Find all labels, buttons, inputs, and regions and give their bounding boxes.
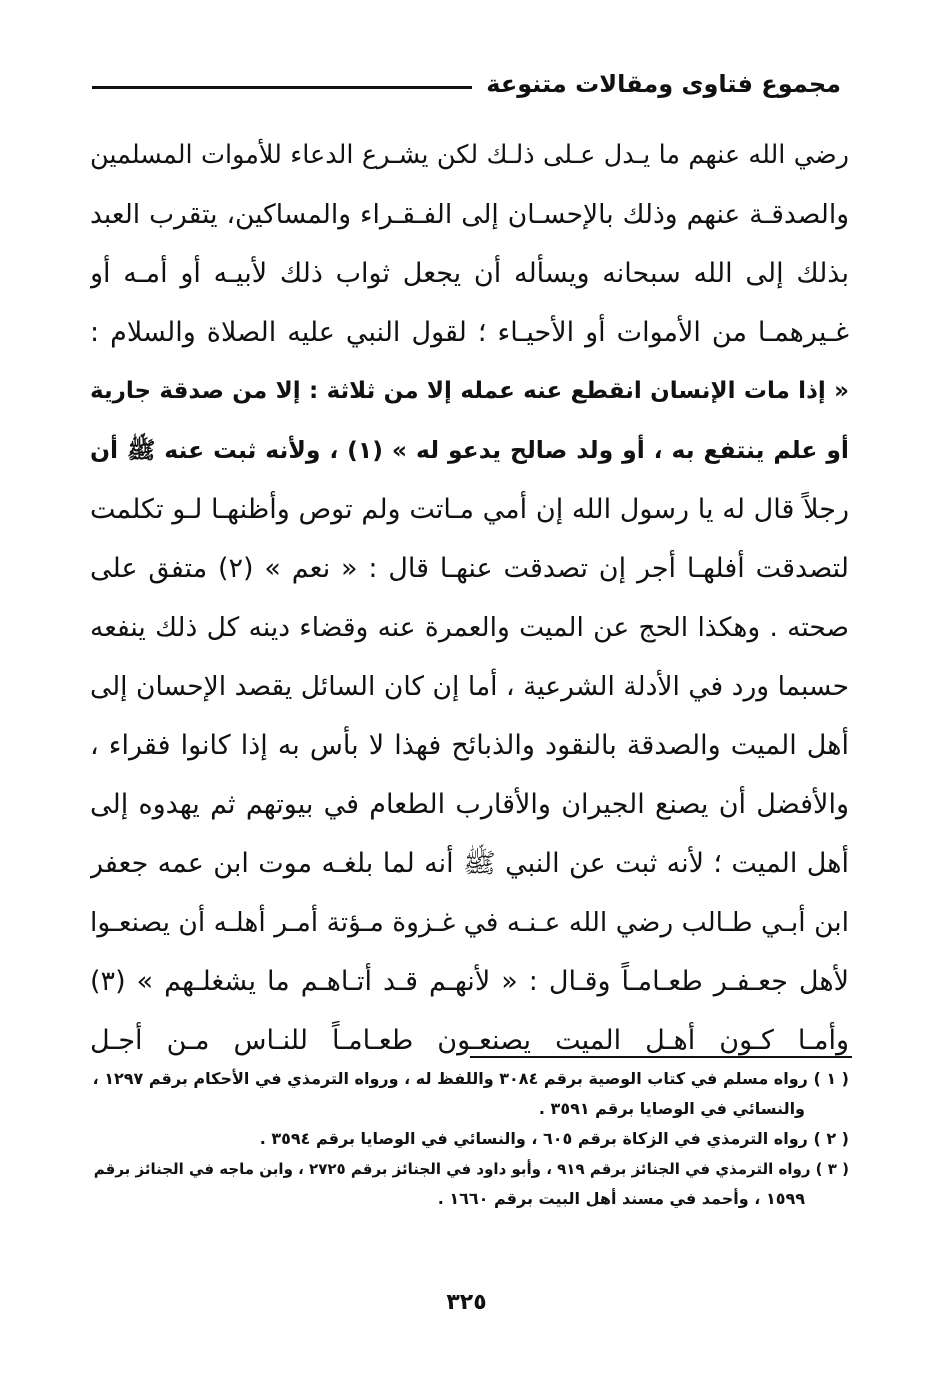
body-line: أهل الميت ؛ لأنه ثبت عن النبي ﷺ أنه لما بلغـه موت ابن عمه جعفر <box>90 848 849 879</box>
footnote-separator <box>470 1056 852 1058</box>
body-line-hadith: لأهل جعـفـر طعـامـاً وقـال : « لأنهـم قـد أتـاهـم ما يشغلـهم » (٣) <box>90 966 849 997</box>
page-number: ٣٢٥ <box>446 1290 487 1315</box>
footnote-1-continued: والنسائي في الوصايا برقم ٣٥٩١ . <box>538 1099 805 1118</box>
footnote-1: ( ١ ) رواه مسلم في كتاب الوصية برقم ٣٠٨٤ واللفظ له ، ورواه الترمذي في الأحكام برقم ١٢٩٧ ، <box>92 1069 849 1088</box>
body-line-hadith: أو علم ينتفع به ، أو ولد صالح يدعو له » (١) ، ولأنه ثبت عنه ﷺ أن <box>90 436 849 464</box>
footnotes <box>92 1064 849 1214</box>
header-title: مجموع فتاوى ومقالات متنوعة <box>486 70 841 98</box>
body-line: حسبما ورد في الأدلة الشرعية ، أما إن كان السائل يقصد الإحسان إلى <box>90 671 849 702</box>
body-line: أهل الميت والصدقة بالنقود والذبائح فهذا لا بأس به إذا كانوا فقراء ، <box>90 730 849 761</box>
footnote-2: ( ٢ ) رواه الترمذي في الزكاة برقم ٦٠٥ ، والنسائي في الوصايا برقم ٣٥٩٤ . <box>259 1129 849 1148</box>
body-line: والأفضل أن يصنع الجيران والأقارب الطعام في بيوتهم ثم يهدوه إلى <box>90 789 849 820</box>
body-line: رجلاً قال له يا رسول الله إن أمي مـاتت ولم توص وأظنهـا لـو تكلمت <box>90 494 849 525</box>
body-text <box>90 126 849 1070</box>
footnote-3: ( ٣ ) رواه الترمذي في الجنائز برقم ٩١٩ ، وأبو داود في الجنائز برقم ٢٧٢٥ ، وابن ماجه في الجنائز برقم <box>93 1160 849 1178</box>
running-header <box>92 64 841 104</box>
body-line: وأمـا كـون أهـل الميت يصنعـون طعـامـاً للنـاس مـن أجـل <box>90 1025 849 1056</box>
body-line: غـيرهمـا من الأموات أو الأحيـاء ؛ لقول النبي عليه الصلاة والسلام : <box>90 317 849 348</box>
body-line: بذلك إلى الله سبحانه ويسأله أن يجعل ثواب ذلك لأبيـه أو أمـه أو <box>90 258 849 289</box>
header-rule <box>92 86 472 89</box>
body-line: والصدقـة عنهم وذلك بالإحسـان إلى الفـقـراء والمساكين، يتقرب العبد <box>90 199 849 230</box>
body-line: لتصدقت أفلهـا أجر إن تصدقت عنهـا قال : « نعم » (٢) متفق على <box>90 553 849 584</box>
body-line: رضي الله عنهم ما يـدل عـلى ذلـك لكن يشـرع الدعاء للأموات المسلمين <box>90 140 849 170</box>
body-line: ابن أبـي طـالب رضي الله عـنـه في غـزوة مـؤتة أمـر أهلـه أن يصنعـوا <box>90 907 849 938</box>
footnote-3-continued: ١٥٩٩ ، وأحمد في مسند أهل البيت برقم ١٦٦٠ . <box>437 1189 805 1208</box>
body-line: صحته . وهكذا الحج عن الميت والعمرة عنه وقضاء دينه كل ذلك ينفعه <box>90 612 849 643</box>
body-line-hadith: « إذا مات الإنسان انقطع عنه عمله إلا من ثلاثة : إلا من صدقة جارية <box>90 378 849 404</box>
